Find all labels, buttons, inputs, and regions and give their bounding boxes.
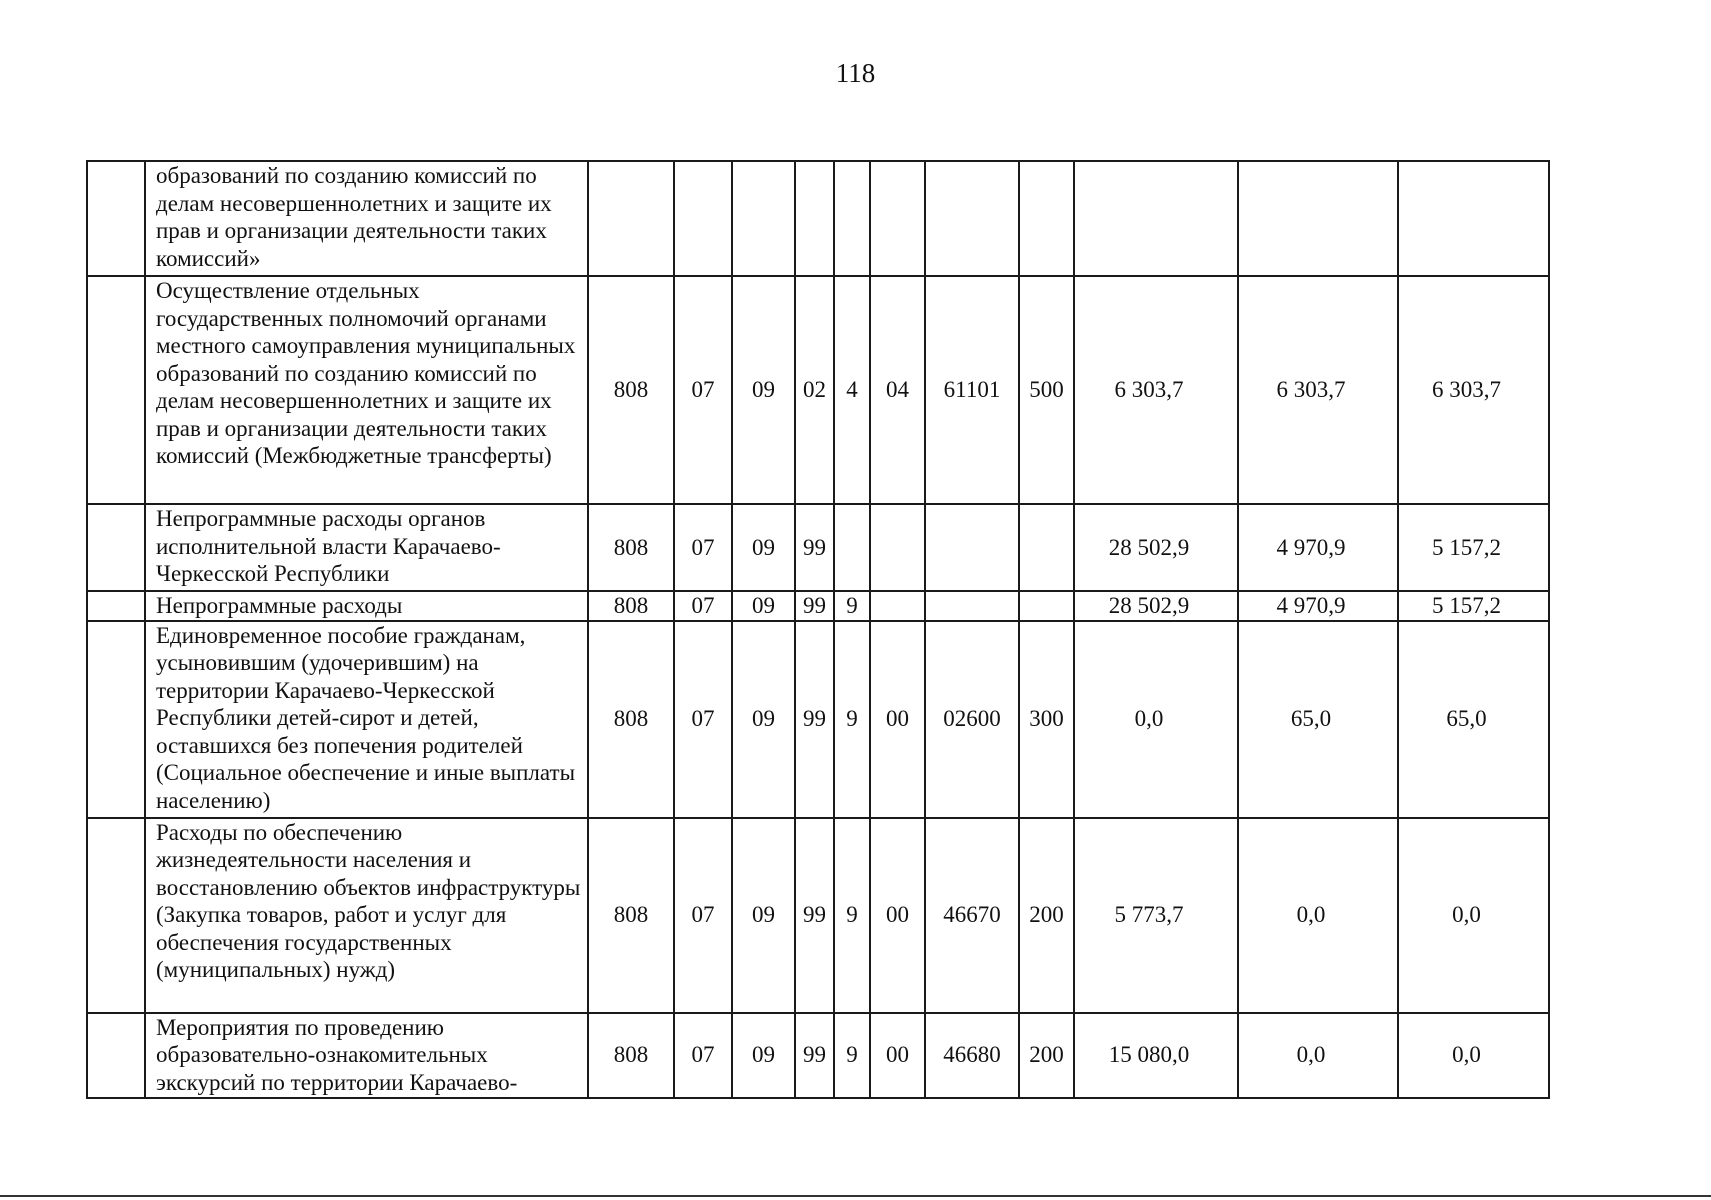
- code-cell-c3: 09: [732, 621, 795, 818]
- code-cell-c1: [588, 161, 674, 276]
- amount-cell-a3: 0,0: [1398, 1013, 1549, 1098]
- code-cell-c4: 99: [795, 621, 834, 818]
- code-cell-c2: 07: [674, 276, 732, 504]
- code-cell-c4: 99: [795, 504, 834, 591]
- amount-cell-a1: 15 080,0: [1074, 1013, 1238, 1098]
- code-cell-c7: [925, 161, 1019, 276]
- row-name-cell: Мероприятия по проведению образовательно-ознакомительных экскурсий по территории Карачаево-: [145, 1013, 588, 1098]
- row-number-cell: [87, 161, 145, 276]
- code-cell-c8: [1019, 161, 1074, 276]
- code-cell-c7: 02600: [925, 621, 1019, 818]
- code-cell-c1: 808: [588, 818, 674, 1013]
- amount-cell-a3: [1398, 161, 1549, 276]
- amount-cell-a3: 0,0: [1398, 818, 1549, 1013]
- code-cell-c8: 300: [1019, 621, 1074, 818]
- amount-cell-a1: 0,0: [1074, 621, 1238, 818]
- code-cell-c2: 07: [674, 818, 732, 1013]
- amount-cell-a2: 0,0: [1238, 1013, 1398, 1098]
- row-number-cell: [87, 504, 145, 591]
- row-name-cell: Единовременное пособие гражданам, усыновившим (удочерившим) на территории Карачаево-Черкесской Республики детей-сирот и детей, оставшихся без попечения родителей (Социальное обеспечение и иные выплаты населению): [145, 621, 588, 818]
- code-cell-c7: [925, 591, 1019, 621]
- code-cell-c5: 9: [834, 818, 870, 1013]
- code-cell-c3: 09: [732, 591, 795, 621]
- code-cell-c7: 61101: [925, 276, 1019, 504]
- code-cell-c4: 99: [795, 1013, 834, 1098]
- code-cell-c6: [870, 591, 925, 621]
- page-number: 118: [835, 58, 876, 88]
- table-row: [87, 276, 1549, 504]
- code-cell-c1: 808: [588, 591, 674, 621]
- amount-cell-a3: 65,0: [1398, 621, 1549, 818]
- code-cell-c3: 09: [732, 1013, 795, 1098]
- code-cell-c4: [795, 161, 834, 276]
- code-cell-c6: [870, 504, 925, 591]
- code-cell-c6: 00: [870, 818, 925, 1013]
- code-cell-c5: [834, 504, 870, 591]
- table-row: [87, 818, 1549, 1013]
- budget-table: [86, 160, 1550, 1099]
- code-cell-c1: 808: [588, 621, 674, 818]
- code-cell-c2: 07: [674, 1013, 732, 1098]
- code-cell-c2: 07: [674, 621, 732, 818]
- code-cell-c5: 9: [834, 621, 870, 818]
- row-name-cell: Осуществление отдельных государственных полномочий органами местного самоуправления муниципальных образований по созданию комиссий по делам несовершеннолетних и защите их прав и организации деятельности таких комиссий (Межбюджетные трансферты): [145, 276, 588, 504]
- amount-cell-a3: 5 157,2: [1398, 591, 1549, 621]
- code-cell-c7: 46670: [925, 818, 1019, 1013]
- amount-cell-a2: 65,0: [1238, 621, 1398, 818]
- code-cell-c7: 46680: [925, 1013, 1019, 1098]
- code-cell-c2: 07: [674, 504, 732, 591]
- code-cell-c1: 808: [588, 1013, 674, 1098]
- amount-cell-a3: 5 157,2: [1398, 504, 1549, 591]
- code-cell-c8: 200: [1019, 818, 1074, 1013]
- row-name-cell: Непрограммные расходы: [145, 591, 588, 621]
- code-cell-c5: 9: [834, 591, 870, 621]
- code-cell-c7: [925, 504, 1019, 591]
- table-row: [87, 621, 1549, 818]
- code-cell-c8: [1019, 591, 1074, 621]
- code-cell-c8: 500: [1019, 276, 1074, 504]
- code-cell-c5: 4: [834, 276, 870, 504]
- code-cell-c6: 00: [870, 621, 925, 818]
- code-cell-c5: [834, 161, 870, 276]
- table-row: [87, 591, 1549, 621]
- amount-cell-a2: [1238, 161, 1398, 276]
- amount-cell-a1: 28 502,9: [1074, 504, 1238, 591]
- amount-cell-a2: 6 303,7: [1238, 276, 1398, 504]
- code-cell-c6: 04: [870, 276, 925, 504]
- row-number-cell: [87, 276, 145, 504]
- table-row: [87, 1013, 1549, 1098]
- amount-cell-a3: 6 303,7: [1398, 276, 1549, 504]
- code-cell-c4: 02: [795, 276, 834, 504]
- amount-cell-a1: 5 773,7: [1074, 818, 1238, 1013]
- row-number-cell: [87, 621, 145, 818]
- row-number-cell: [87, 591, 145, 621]
- amount-cell-a2: 0,0: [1238, 818, 1398, 1013]
- code-cell-c1: 808: [588, 276, 674, 504]
- amount-cell-a2: 4 970,9: [1238, 591, 1398, 621]
- code-cell-c4: 99: [795, 591, 834, 621]
- table-row: [87, 161, 1549, 276]
- row-name-cell: Непрограммные расходы органов исполнительной власти Карачаево-Черкесской Республики: [145, 504, 588, 591]
- row-name-cell: Расходы по обеспечению жизнедеятельности населения и восстановлению объектов инфраструктуры (Закупка товаров, работ и услуг для обеспечения государственных (муниципальных) нужд): [145, 818, 588, 1013]
- code-cell-c2: [674, 161, 732, 276]
- code-cell-c5: 9: [834, 1013, 870, 1098]
- code-cell-c8: [1019, 504, 1074, 591]
- code-cell-c4: 99: [795, 818, 834, 1013]
- code-cell-c2: 07: [674, 591, 732, 621]
- code-cell-c6: 00: [870, 1013, 925, 1098]
- code-cell-c3: 09: [732, 504, 795, 591]
- amount-cell-a1: 28 502,9: [1074, 591, 1238, 621]
- amount-cell-a1: 6 303,7: [1074, 276, 1238, 504]
- page-bottom-rule: [0, 1195, 1711, 1197]
- code-cell-c8: 200: [1019, 1013, 1074, 1098]
- row-number-cell: [87, 1013, 145, 1098]
- amount-cell-a2: 4 970,9: [1238, 504, 1398, 591]
- amount-cell-a1: [1074, 161, 1238, 276]
- table-row: [87, 504, 1549, 591]
- row-name-cell: образований по созданию комиссий по делам несовершеннолетних и защите их прав и организации деятельности таких комиссий»: [145, 161, 588, 276]
- code-cell-c3: 09: [732, 276, 795, 504]
- code-cell-c3: [732, 161, 795, 276]
- code-cell-c6: [870, 161, 925, 276]
- row-number-cell: [87, 818, 145, 1013]
- code-cell-c1: 808: [588, 504, 674, 591]
- code-cell-c3: 09: [732, 818, 795, 1013]
